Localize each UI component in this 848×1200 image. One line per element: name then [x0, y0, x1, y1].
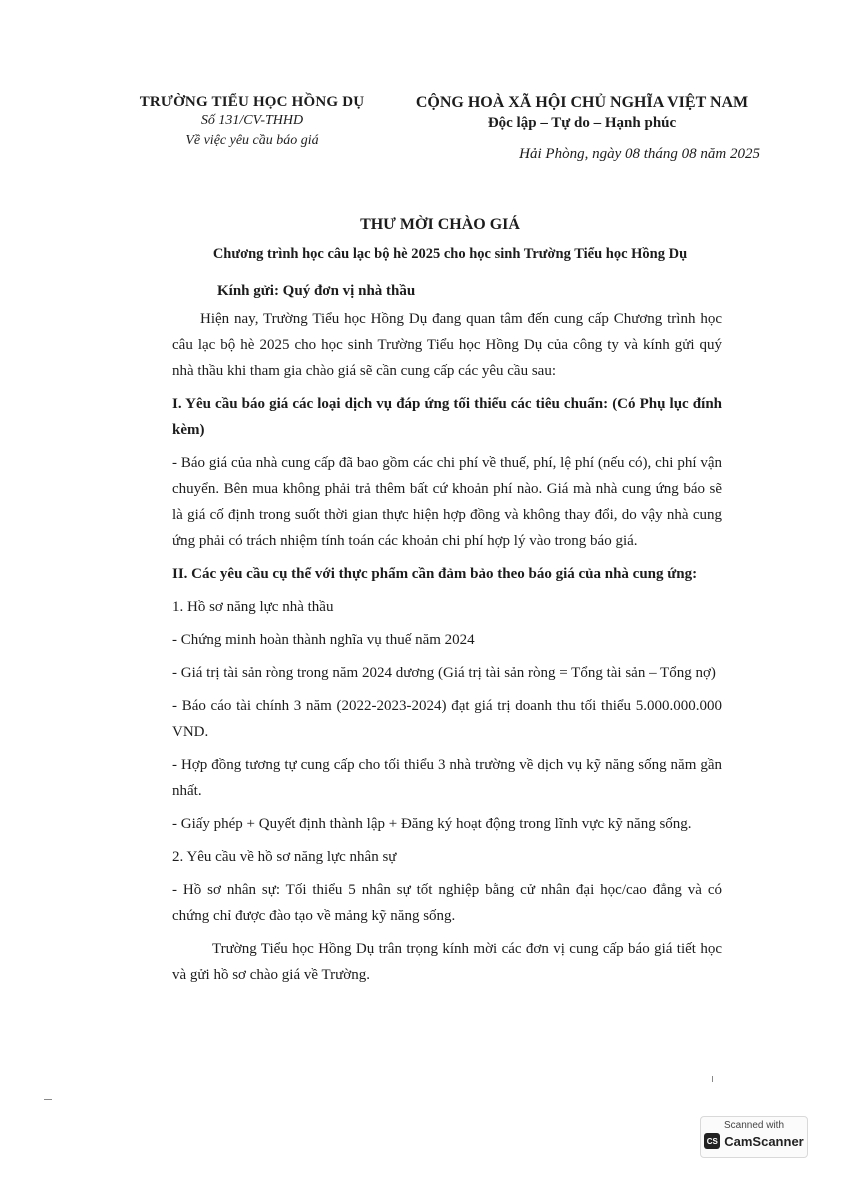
scan-mark — [44, 1099, 52, 1100]
bullet-licenses: - Giấy phép + Quyết định thành lập + Đăng ký hoạt động trong lĩnh vực kỹ năng sống. — [172, 816, 692, 832]
section-1-text: - Báo giá của nhà cung cấp đã bao gồm các chi phí về thuế, phí, lệ phí (nếu có), chi phí vận chuyển. Bên mua không phải trả thêm bất cứ khoản phí nào. Giá mà nhà cung ứng báo sẽ là giá cố định trong suốt thời gian thực hiện hợp đồng và không thay đổi, do vậy nhà cung ứng phải có trách nhiệm tính toán các khoản chi phí hợp lý vào trong báo giá. — [172, 455, 722, 549]
document-title: THƯ MỜI CHÀO GIÁ — [360, 216, 520, 233]
national-title: CỘNG HOÀ XÃ HỘI CHỦ NGHĨA VIỆT NAM — [415, 94, 749, 111]
camscanner-name: CamScanner — [724, 1133, 804, 1149]
school-name: TRƯỜNG TIỂU HỌC HỒNG DỤ — [139, 94, 365, 110]
item-2-heading: 2. Yêu cầu về hồ sơ năng lực nhân sự — [172, 849, 397, 865]
bullet-tax: - Chứng minh hoàn thành nghĩa vụ thuế năm 2024 — [172, 632, 475, 648]
closing-paragraph: Trường Tiểu học Hồng Dụ trân trọng kính mời các đơn vị cung cấp báo giá tiết học và gửi hồ sơ chào giá về Trường. — [172, 941, 722, 983]
camscanner-logo-icon: CS — [704, 1133, 720, 1149]
camscanner-badge — [700, 1116, 808, 1158]
bullet-financial-report: - Báo cáo tài chính 3 năm (2022-2023-2024) đạt giá trị doanh thu tối thiểu 5.000.000.000 VND. — [172, 698, 722, 740]
scan-mark — [712, 1076, 713, 1082]
header-left — [132, 94, 372, 151]
scanned-with-label: Scanned with — [723, 1120, 785, 1131]
section-1-heading: I. Yêu cầu báo giá các loại dịch vụ đáp ứng tối thiểu các tiêu chuẩn: (Có Phụ lục đính kèm) — [172, 396, 722, 438]
intro-paragraph: Hiện nay, Trường Tiểu học Hồng Dụ đang quan tâm đến cung cấp Chương trình học câu lạc bộ hè 2025 cho học sinh Trường Tiểu học Hồng Dụ của công ty và kính gửi quý nhà thầu khi tham gia chào giá sẽ cần cung cấp các yêu cầu sau: — [172, 311, 722, 379]
header-right — [402, 94, 762, 132]
greeting: Kính gửi: Quý đơn vị nhà thầu — [217, 283, 416, 299]
document-subject: Về việc yêu cầu báo giá — [185, 133, 319, 148]
document-subtitle: Chương trình học câu lạc bộ hè 2025 cho học sinh Trường Tiểu học Hồng Dụ — [212, 246, 688, 262]
document-body — [172, 306, 722, 995]
document-date: Hải Phòng, ngày 08 tháng 08 năm 2025 — [519, 146, 760, 162]
national-motto: Độc lập – Tự do – Hạnh phúc — [487, 115, 677, 131]
bullet-net-assets: - Giá trị tài sản ròng trong năm 2024 dương (Giá trị tài sản ròng = Tổng tài sản – Tổng nợ) — [172, 665, 716, 681]
bullet-personnel: - Hồ sơ nhân sự: Tối thiểu 5 nhân sự tốt nghiệp bằng cử nhân đại học/cao đẳng và có chứng chỉ được đào tạo về mảng kỹ năng sống. — [172, 882, 722, 924]
item-1-heading: 1. Hồ sơ năng lực nhà thầu — [172, 599, 334, 615]
document-number: Số 131/CV-THHD — [200, 113, 304, 128]
bullet-similar-contracts: - Hợp đồng tương tự cung cấp cho tối thiểu 3 nhà trường về dịch vụ kỹ năng sống năm gần nhất. — [172, 757, 722, 799]
section-2-heading: II. Các yêu cầu cụ thể với thực phẩm cần đảm bảo theo báo giá của nhà cung ứng: — [172, 566, 698, 582]
